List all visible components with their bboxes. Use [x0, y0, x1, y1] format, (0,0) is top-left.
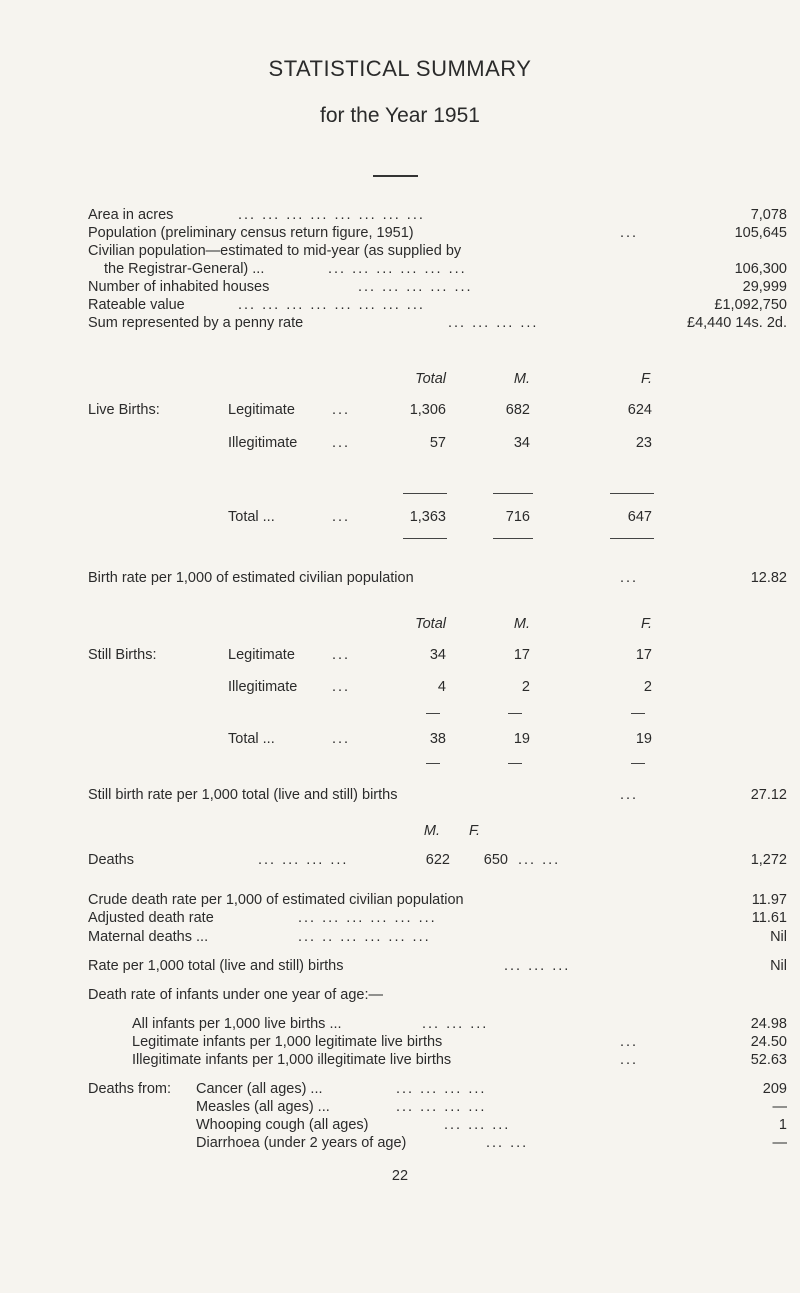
stat-label: Still birth rate per 1,000 total (live and still) births — [88, 787, 398, 803]
stat-value: Nil — [770, 929, 787, 945]
still-births-header-total: Total — [415, 616, 446, 632]
still-births-header-m: M. — [513, 616, 530, 632]
live-births-header-m: M. — [513, 371, 530, 387]
leader-dots: ... — [620, 570, 639, 586]
leader-dots: ... ... ... ... — [396, 1081, 487, 1097]
stat-value: — — [772, 1135, 787, 1151]
still-births-header-f: F. — [640, 616, 652, 632]
leader-dots: ... ... — [486, 1135, 529, 1151]
stat-row — [88, 207, 793, 223]
stat-label: Crude death rate per 1,000 of estimated civilian population — [88, 892, 464, 908]
table-cell: 4 — [437, 679, 446, 695]
stat-label: Adjusted death rate — [88, 910, 214, 926]
infant-heading — [88, 987, 793, 1003]
stat-label: Illegitimate infants per 1,000 illegitimate live births — [132, 1052, 452, 1068]
leader-dots: ... — [332, 402, 351, 418]
stat-row — [196, 1117, 793, 1133]
stat-label: All infants per 1,000 live births ... — [132, 1016, 342, 1032]
leader-dots: ... — [620, 225, 639, 241]
leader-dots: ... ... ... ... ... ... — [328, 261, 467, 277]
leader-dots: ... — [332, 731, 351, 747]
divider — [610, 538, 654, 539]
stat-row — [196, 1081, 793, 1097]
stat-value: 11.61 — [751, 910, 787, 926]
leader-dots: ... — [620, 1034, 639, 1050]
leader-dots: ... ... ... ... ... — [358, 279, 473, 295]
table-cell: 2 — [643, 679, 652, 695]
table-cell: 647 — [627, 509, 652, 525]
leader-dots: ... ... ... — [422, 1016, 489, 1032]
stat-label: Cancer (all ages) ... — [196, 1081, 323, 1097]
stat-label: Number of inhabited houses — [88, 279, 270, 295]
deaths-m: 622 — [425, 852, 450, 868]
stat-row — [88, 892, 793, 908]
stat-value: 105,645 — [734, 225, 787, 241]
stat-row — [196, 1099, 793, 1115]
leader-dots: ... ... ... ... ... ... ... ... — [238, 297, 425, 313]
stat-value: — — [772, 1099, 787, 1115]
divider — [403, 493, 447, 494]
leader-dots: ... ... — [518, 852, 561, 868]
leader-dots: ... ... ... — [444, 1117, 511, 1133]
stat-label: Legitimate infants per 1,000 legitimate live births — [132, 1034, 443, 1050]
leader-dots: ... ... ... ... ... ... ... ... — [238, 207, 425, 223]
table-row-label: Total ... — [228, 509, 275, 525]
divider — [631, 763, 645, 764]
stat-value: 1 — [778, 1117, 787, 1133]
leader-dots: ... — [332, 647, 351, 663]
leader-dots: ... ... ... — [504, 958, 571, 974]
stat-label: Whooping cough (all ages) — [196, 1117, 369, 1133]
table-cell: 57 — [429, 435, 446, 451]
table-row-label: Legitimate — [228, 647, 295, 663]
stat-row — [88, 570, 793, 586]
table-cell: 19 — [635, 731, 652, 747]
table-cell: 1,306 — [409, 402, 446, 418]
table-cell: 23 — [635, 435, 652, 451]
stat-row — [88, 958, 793, 974]
deaths-row — [88, 852, 793, 868]
leader-dots: ... ... ... ... ... ... — [298, 910, 437, 926]
stat-row — [104, 261, 793, 277]
table-row-label: Total ... — [228, 731, 275, 747]
table-cell: 2 — [521, 679, 530, 695]
live-births-header-total: Total — [415, 371, 446, 387]
stat-value: 12.82 — [750, 570, 787, 586]
deaths-from-label: Deaths from: — [88, 1081, 171, 1097]
leader-dots: ... — [620, 1052, 639, 1068]
divider — [508, 713, 522, 714]
stat-label: Deaths — [88, 852, 134, 868]
stat-row — [132, 1034, 793, 1050]
stat-label: Maternal deaths ... — [88, 929, 209, 945]
leader-dots: ... .. ... ... ... ... — [298, 929, 431, 945]
divider — [426, 763, 440, 764]
leader-dots: ... ... ... ... — [396, 1099, 487, 1115]
leader-dots: ... ... ... ... — [448, 315, 539, 331]
leader-dots: ... ... ... ... — [258, 852, 349, 868]
stat-row — [132, 1052, 793, 1068]
stat-label: Civilian population—estimated to mid-year (as supplied by — [88, 243, 462, 259]
table-cell: 38 — [429, 731, 446, 747]
deaths-f: 650 — [483, 852, 508, 868]
table-row-label: Illegitimate — [228, 679, 298, 695]
divider — [493, 493, 533, 494]
live-births-header-f: F. — [640, 371, 652, 387]
leader-dots: ... — [332, 679, 351, 695]
stat-row — [132, 1016, 793, 1032]
leader-dots: ... — [332, 435, 351, 451]
divider — [403, 538, 447, 539]
leader-dots: ... — [332, 509, 351, 525]
deaths-header-f: F. — [468, 823, 480, 839]
stat-row — [196, 1135, 793, 1151]
stat-label: Rate per 1,000 total (live and still) births — [88, 958, 344, 974]
stat-row — [88, 910, 793, 926]
stat-row — [88, 787, 793, 803]
page-subtitle: for the Year 1951 — [320, 104, 480, 127]
stat-row — [88, 225, 793, 241]
stat-value: 209 — [762, 1081, 787, 1097]
table-cell: 624 — [627, 402, 652, 418]
table-row-label: Illegitimate — [228, 435, 298, 451]
divider — [426, 713, 440, 714]
stat-label: Birth rate per 1,000 of estimated civilian population — [88, 570, 414, 586]
stat-value: £4,440 14s. 2d. — [687, 315, 787, 331]
table-cell: 682 — [505, 402, 530, 418]
stat-value: 11.97 — [751, 892, 787, 908]
stat-value: 27.12 — [750, 787, 787, 803]
divider — [493, 538, 533, 539]
stat-value: 29,999 — [742, 279, 787, 295]
stat-label: Sum represented by a penny rate — [88, 315, 304, 331]
table-row-label: Legitimate — [228, 402, 295, 418]
stat-value: 106,300 — [734, 261, 787, 277]
section-heading: Death rate of infants under one year of age:— — [88, 987, 384, 1003]
stat-row — [88, 279, 793, 295]
table-cell: 19 — [513, 731, 530, 747]
stat-value: 24.98 — [750, 1016, 787, 1032]
stat-label: Rateable value — [88, 297, 185, 313]
table-cell: 716 — [505, 509, 530, 525]
table-cell: 17 — [513, 647, 530, 663]
table-cell: 1,363 — [409, 509, 446, 525]
stat-label: the Registrar-General) ... — [104, 261, 265, 277]
stat-label: Area in acres — [88, 207, 174, 223]
stat-label: Population (preliminary census return figure, 1951) — [88, 225, 414, 241]
stat-label: Diarrhoea (under 2 years of age) — [196, 1135, 407, 1151]
stat-value: 52.63 — [750, 1052, 787, 1068]
table-cell: 17 — [635, 647, 652, 663]
divider — [610, 493, 654, 494]
stat-row — [88, 315, 793, 331]
stat-value: 1,272 — [750, 852, 787, 868]
stat-label: Measles (all ages) ... — [196, 1099, 330, 1115]
stat-row — [88, 243, 793, 259]
stat-value: 7,078 — [750, 207, 787, 223]
live-births-label: Live Births: — [88, 402, 160, 418]
stat-row — [88, 297, 793, 313]
stat-value: £1,092,750 — [714, 297, 787, 313]
stat-value: Nil — [770, 958, 787, 974]
title-divider — [373, 175, 418, 177]
leader-dots: ... — [620, 787, 639, 803]
table-cell: 34 — [429, 647, 446, 663]
still-births-label: Still Births: — [88, 647, 157, 663]
table-cell: 34 — [513, 435, 530, 451]
stat-value: 24.50 — [750, 1034, 787, 1050]
stat-row — [88, 929, 793, 945]
page-title: STATISTICAL SUMMARY — [268, 56, 532, 81]
page-number: 22 — [391, 1168, 409, 1184]
divider — [508, 763, 522, 764]
deaths-header-m: M. — [423, 823, 440, 839]
divider — [631, 713, 645, 714]
